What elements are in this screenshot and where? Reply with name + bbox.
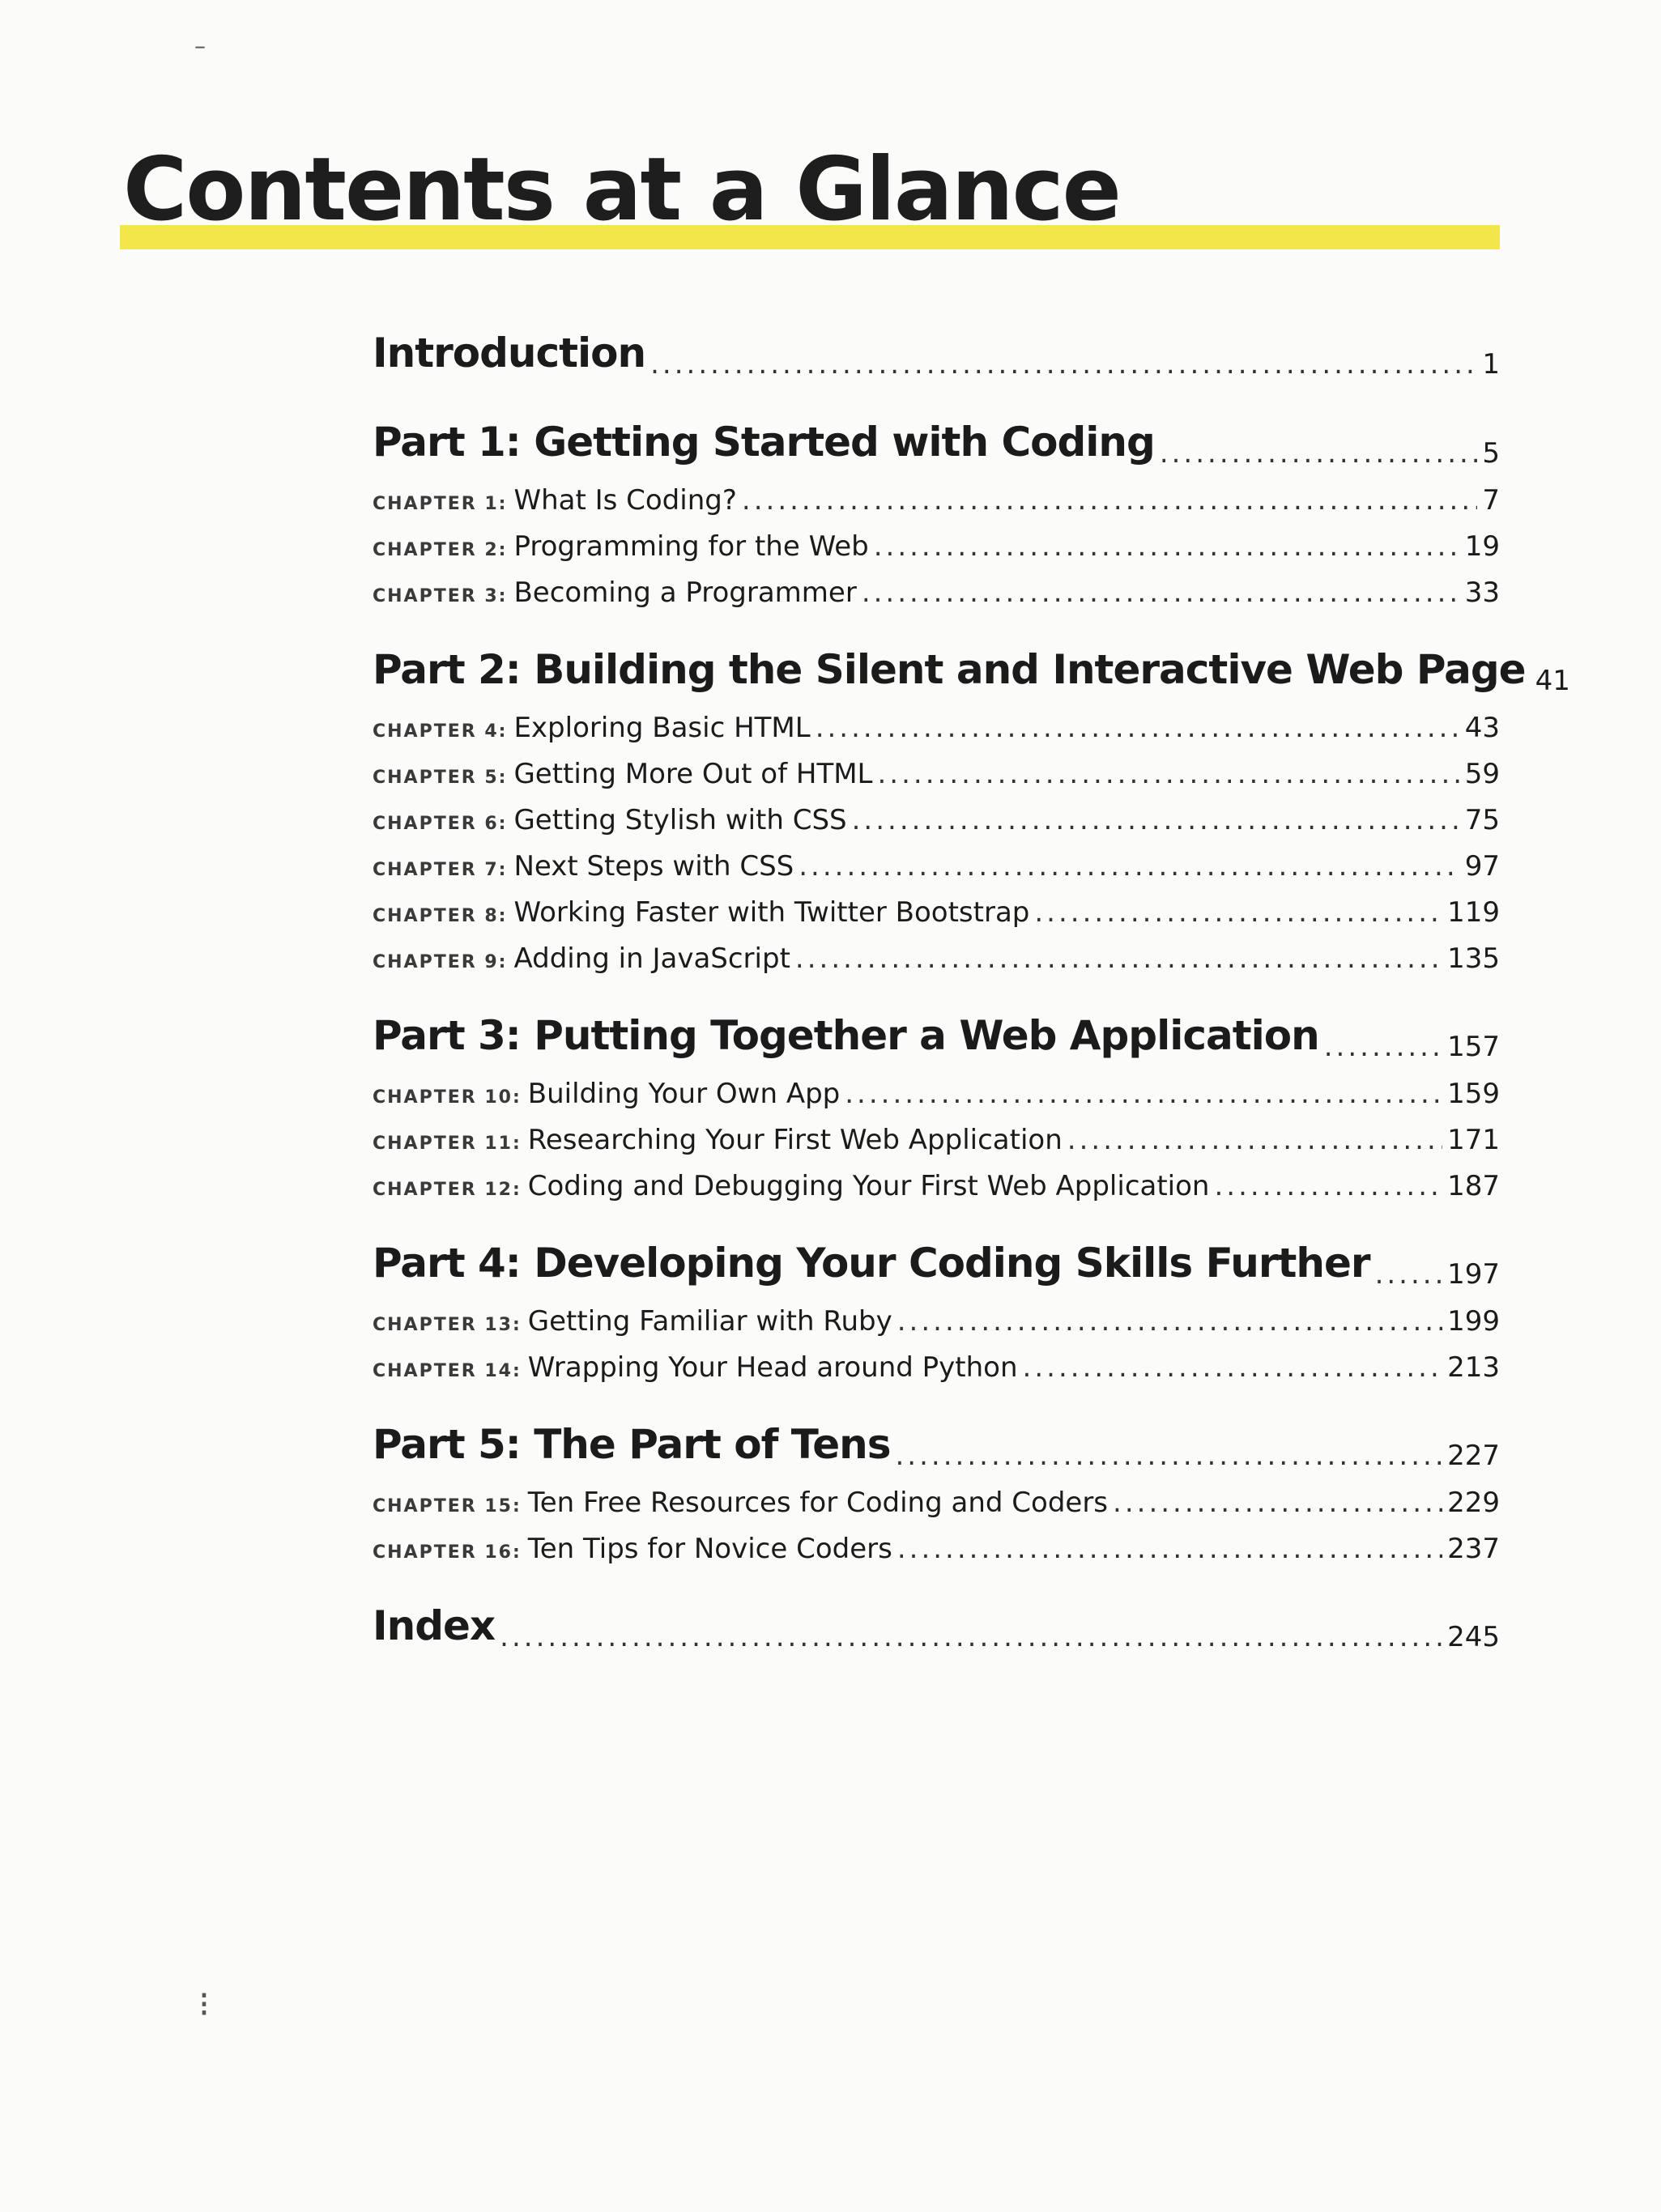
- toc-entry-label: Introduction: [373, 330, 646, 376]
- toc-page-number: 197: [1447, 1258, 1500, 1291]
- toc-chapter: [373, 524, 1500, 570]
- part-label: Part 2: Building the Silent and Interactive Web Page: [373, 646, 1526, 693]
- toc-chapter: [373, 1345, 1500, 1391]
- scan-mark: ⁝: [198, 1984, 210, 2025]
- chapter-number: CHAPTER 5:: [373, 768, 508, 788]
- chapter-title: Adding in JavaScript: [513, 942, 790, 975]
- part-label: Part 1: Getting Started with Coding: [373, 419, 1155, 466]
- chapter-title: Ten Tips for Novice Coders: [527, 1533, 892, 1565]
- chapter-number: CHAPTER 2:: [373, 540, 508, 560]
- toc-chapter: [373, 1117, 1500, 1163]
- toc-page-number: 97: [1464, 850, 1500, 883]
- toc-chapter: [373, 798, 1500, 844]
- toc-chapter: [373, 1480, 1500, 1526]
- toc-chapter: [373, 936, 1500, 982]
- dot-leader: [1023, 1345, 1443, 1391]
- chapter-number: CHAPTER 16:: [373, 1542, 522, 1563]
- dot-leader: [1375, 1250, 1443, 1299]
- chapter-number: CHAPTER 11:: [373, 1134, 522, 1154]
- dot-leader: [878, 751, 1460, 798]
- toc-page-number: 245: [1447, 1621, 1500, 1653]
- chapter-number: CHAPTER 13:: [373, 1315, 522, 1335]
- toc-page-number: 19: [1464, 530, 1500, 563]
- chapter-number: CHAPTER 8:: [373, 906, 508, 926]
- chapter-number: CHAPTER 6:: [373, 814, 508, 834]
- toc-chapter: [373, 1071, 1500, 1117]
- toc-part-4: [373, 1227, 1500, 1299]
- toc-part-3: [373, 1000, 1500, 1071]
- toc-page-number: 213: [1447, 1351, 1500, 1384]
- toc-introduction: [373, 317, 1500, 389]
- toc-chapter: [373, 478, 1500, 524]
- chapter-title: Becoming a Programmer: [513, 576, 857, 609]
- dot-leader: [862, 570, 1460, 616]
- toc-chapter: [373, 570, 1500, 616]
- dot-leader: [500, 1613, 1442, 1661]
- part-label: Part 3: Putting Together a Web Application: [373, 1012, 1319, 1059]
- toc-page-number: 171: [1447, 1124, 1500, 1156]
- toc-page-number: 229: [1447, 1487, 1500, 1519]
- toc-page-number: 135: [1447, 942, 1500, 975]
- chapter-number: CHAPTER 3:: [373, 586, 508, 606]
- toc-chapter: [373, 1163, 1500, 1210]
- toc-page-number: 7: [1482, 484, 1500, 517]
- toc-page-number: 5: [1482, 437, 1500, 470]
- toc-page-number: 43: [1464, 712, 1500, 744]
- table-of-contents: [373, 317, 1570, 1661]
- chapter-title: Getting Stylish with CSS: [513, 804, 847, 836]
- dot-leader: [874, 524, 1460, 570]
- toc-page-number: 159: [1447, 1078, 1500, 1110]
- toc-entry-label: Index: [373, 1602, 496, 1649]
- toc-chapter: [373, 844, 1500, 890]
- dot-leader: [650, 340, 1477, 389]
- toc-chapter: [373, 1299, 1500, 1345]
- toc-chapter: [373, 1526, 1500, 1572]
- toc-page-number: 187: [1447, 1170, 1500, 1202]
- dot-leader: [895, 1431, 1442, 1480]
- toc-part-1: [373, 406, 1500, 478]
- chapter-title: Building Your Own App: [527, 1078, 841, 1110]
- chapter-title: Getting Familiar with Ruby: [527, 1305, 892, 1338]
- chapter-title: Coding and Debugging Your First Web Application: [527, 1170, 1210, 1202]
- dot-leader: [1160, 429, 1478, 478]
- part-label: Part 5: The Part of Tens: [373, 1421, 891, 1468]
- toc-index: [373, 1590, 1500, 1661]
- chapter-number: CHAPTER 4:: [373, 721, 508, 742]
- part-label: Part 4: Developing Your Coding Skills Further: [373, 1240, 1370, 1287]
- toc-page-number: 41: [1535, 665, 1570, 697]
- toc-page-number: 237: [1447, 1533, 1500, 1565]
- toc-page-number: 227: [1447, 1440, 1500, 1472]
- toc-page-number: 1: [1482, 348, 1500, 381]
- chapter-number: CHAPTER 15:: [373, 1496, 522, 1516]
- toc-page-number: 75: [1464, 804, 1500, 836]
- dot-leader: [1113, 1480, 1442, 1526]
- toc-part-2: [373, 634, 1570, 705]
- dot-leader: [816, 705, 1460, 751]
- toc-page-number: 157: [1447, 1031, 1500, 1063]
- chapter-title: Programming for the Web: [513, 530, 869, 563]
- chapter-title: Getting More Out of HTML: [513, 758, 873, 790]
- dot-leader: [742, 478, 1477, 524]
- chapter-title: Wrapping Your Head around Python: [527, 1351, 1018, 1384]
- dot-leader: [1214, 1163, 1442, 1210]
- dot-leader: [897, 1299, 1442, 1345]
- dot-leader: [845, 1071, 1442, 1117]
- chapter-title: Exploring Basic HTML: [513, 712, 811, 744]
- toc-page-number: 199: [1447, 1305, 1500, 1338]
- toc-page-number: 119: [1447, 896, 1500, 929]
- toc-chapter: [373, 705, 1500, 751]
- chapter-title: Researching Your First Web Application: [527, 1124, 1063, 1156]
- dot-leader: [897, 1526, 1442, 1572]
- dot-leader: [1034, 890, 1442, 936]
- chapter-title: Working Faster with Twitter Bootstrap: [513, 896, 1030, 929]
- toc-part-5: [373, 1409, 1500, 1480]
- toc-page-number: 59: [1464, 758, 1500, 790]
- chapter-title: Ten Free Resources for Coding and Coders: [527, 1487, 1109, 1519]
- scan-mark: –: [194, 32, 206, 59]
- toc-chapter: [373, 751, 1500, 798]
- page-header: [120, 130, 1500, 251]
- chapter-number: CHAPTER 9:: [373, 952, 508, 972]
- dot-leader: [1067, 1117, 1442, 1163]
- dot-leader: [852, 798, 1460, 844]
- dot-leader: [1324, 1023, 1442, 1071]
- chapter-number: CHAPTER 12:: [373, 1180, 522, 1200]
- chapter-title: Next Steps with CSS: [513, 850, 794, 883]
- toc-chapter: [373, 890, 1500, 936]
- chapter-title: What Is Coding?: [513, 484, 737, 517]
- chapter-number: CHAPTER 14:: [373, 1361, 522, 1381]
- dot-leader: [795, 936, 1442, 982]
- chapter-number: CHAPTER 1:: [373, 494, 508, 514]
- toc-page-number: 33: [1464, 576, 1500, 609]
- page-title: Contents at a Glance: [123, 139, 1120, 240]
- chapter-number: CHAPTER 7:: [373, 860, 508, 880]
- dot-leader: [799, 844, 1459, 890]
- chapter-number: CHAPTER 10:: [373, 1087, 522, 1108]
